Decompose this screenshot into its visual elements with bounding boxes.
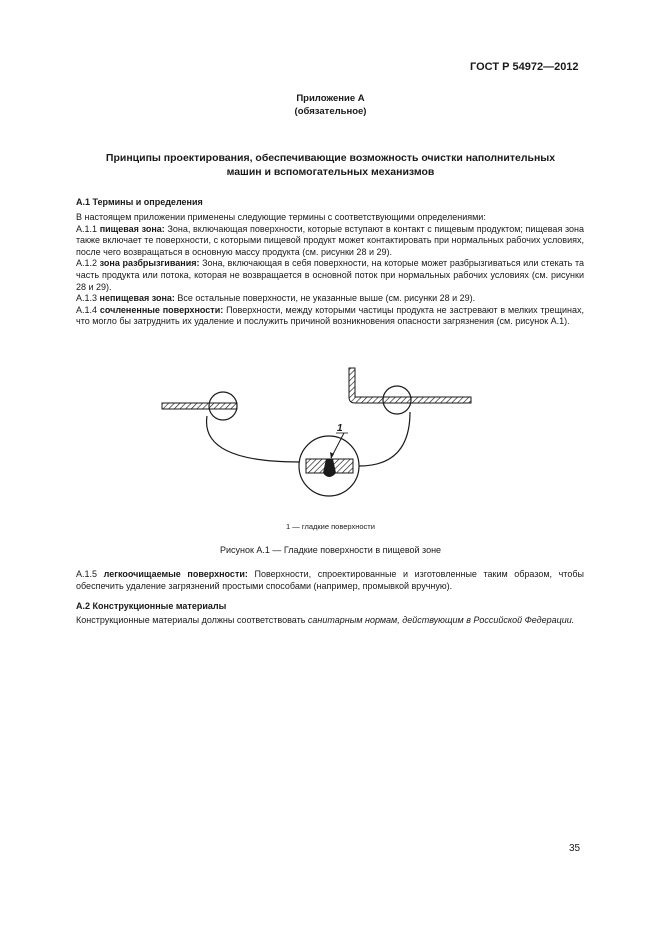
right-angle-profile: [349, 368, 471, 403]
definition-text: Зона, включающая в себя поверхности, на которые может разбрызгиваться или стекать та часть продукта или потока, которая не возвращается в основной поток при нормальных рабочих условиях (см. рисунки 28 и 29).: [76, 258, 584, 292]
section-a2-heading: А.2 Конструкционные материалы: [76, 601, 227, 611]
annex-title: Приложение А: [296, 93, 365, 104]
definition-text: Поверхности, между которыми частицы продукта не застревают в мелких трещинах, что могло бы затруднить их удаление и послужить причиной возникновения опасности загрязнения (см. рисунок А.1).: [76, 304, 584, 327]
definition-number: А.1.1: [76, 223, 98, 234]
figure-legend: 1 — гладкие поверхности: [286, 522, 375, 531]
intro-paragraph: В настоящем приложении применены следующие термины с соответствующими определениями:: [76, 212, 486, 222]
definition-number: А.1.2: [76, 258, 98, 269]
section-a2-body: [76, 615, 584, 627]
leader-left: [207, 416, 299, 462]
definition-number: А.1.4: [76, 304, 98, 315]
left-plate: [162, 403, 237, 409]
annex-status: (обязательное): [294, 106, 367, 117]
definition-number: А.1.5: [76, 569, 98, 579]
standard-number: ГОСТ Р 54972—2012: [470, 61, 579, 73]
leader-right: [359, 412, 410, 466]
callout-number: 1: [337, 423, 343, 434]
definition-number: А.1.3: [76, 293, 98, 304]
section-a1-heading: А.1 Термины и определения: [76, 197, 203, 207]
definition-text: Зона, включающая поверхности, которые вступают в контакт с пищевым продуктом; пищевая зона также включает те поверхности, с которыми пищевой продукт может контактировать при нормальных рабочих условиях, после чего возвращаться в основную массу продукта (см. рисунки 28 и 29).: [76, 223, 584, 257]
definition-text: Все остальные поверхности, не указанные выше (см. рисунки 28 и 29).: [177, 293, 476, 304]
definition-term: легкоочищаемые поверхности:: [103, 569, 248, 579]
document-title-line2: машин и вспомогательных механизмов: [226, 165, 435, 178]
section-a2-italic-text: санитарным нормам, действующим в Российской Федерации.: [307, 615, 575, 625]
section-a2-text: Конструкционные материалы должны соответствовать: [76, 615, 306, 625]
document-title-line1: Принципы проектирования, обеспечивающие возможность очистки наполнительных: [105, 152, 556, 164]
definition-term: непищевая зона:: [99, 293, 175, 304]
figure-caption: Рисунок А.1 — Гладкие поверхности в пищевой зоне: [219, 545, 442, 555]
definition-term: зона разбрызгивания:: [99, 258, 200, 269]
definition-term: сочлененные поверхности:: [99, 304, 224, 315]
definition-term: пищевая зона:: [99, 223, 165, 234]
definition-a15: [76, 569, 584, 592]
page-number: 35: [569, 843, 581, 854]
definition-text: Поверхности, спроектированные и изготовленные таким образом, чтобы обеспечить удаление загрязнений простыми способами (например, промывкой вручную).: [76, 569, 584, 591]
